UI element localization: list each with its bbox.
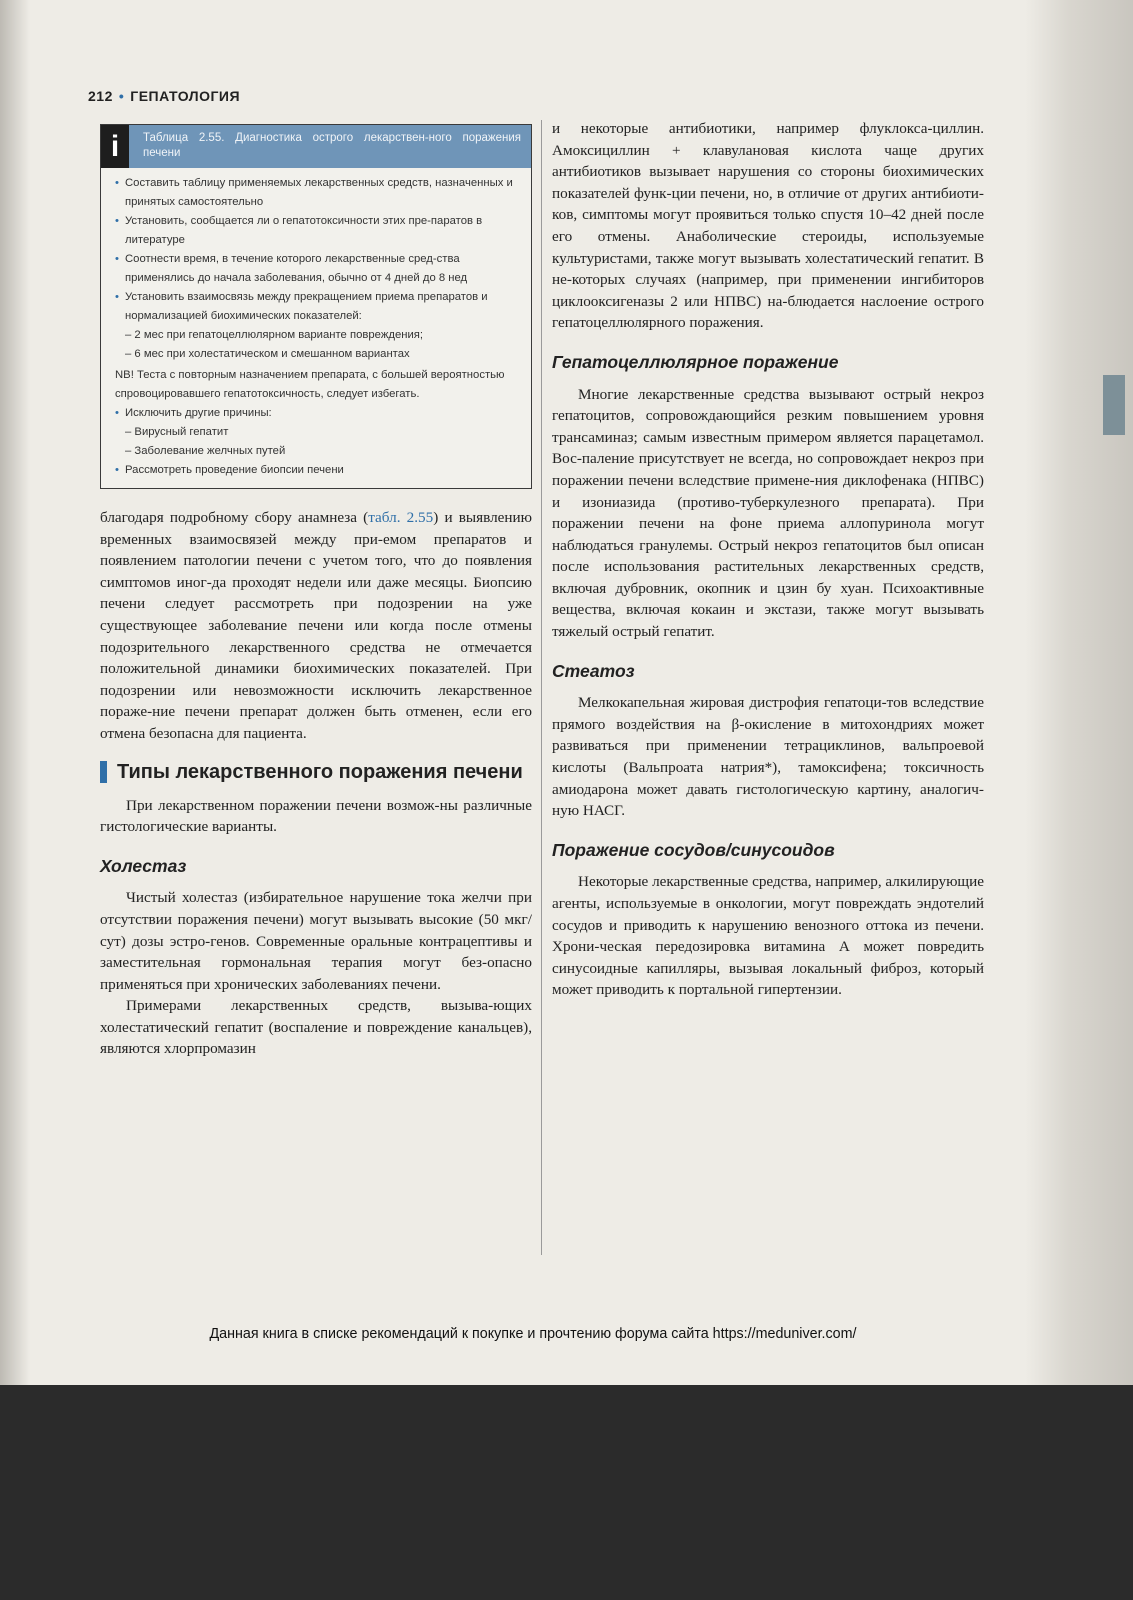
left-column bbox=[100, 124, 532, 1060]
table-item: • Установить взаимосвязь между прекращением приема препаратов и нормализацией биохимических показателей: bbox=[115, 288, 521, 326]
table-title: Таблица 2.55. Диагностика острого лекарствен-ного поражения печени bbox=[129, 125, 531, 168]
right-column bbox=[552, 118, 984, 1001]
subheading-vascular: Поражение сосудов/синусоидов bbox=[552, 839, 835, 860]
paragraph: Многие лекарственные средства вызывают острый некроз гепатоцитов, сопровождающийся резким повышением уровня трансаминаз; самым известным примером является парацетамол. Вос-паление присутствует не всегда, но сопровождает некроз при поражении печени вследствие примене-ния диклофенака (НПВС) и изониазида (противо-туберкулезного препарата). При поражении печени на фоне приема аллопуринола могут наблюдаться гранулемы. Острый некроз гепатоцитов был описан после использования растительных лекарственных средств, включая дубровник, окопник и цзин бу хуан. Психоактивные вещества, включая кокаин и экстази, также могут вызывать тяжелый острый гепатит. bbox=[552, 385, 984, 641]
info-table bbox=[100, 124, 532, 489]
paragraph: Примерами лекарственных средств, вызыва-ющих холестатический гепатит (воспаление и повреждение канальцев), являются хлорпромазин bbox=[100, 997, 532, 1058]
table-item: • Установить, сообщается ли о гепатотоксичности этих пре-паратов в литературе bbox=[115, 212, 521, 250]
table-subitem: – Заболевание желчных путей bbox=[125, 445, 286, 457]
next-page-edge bbox=[1025, 0, 1133, 1385]
table-reference-link[interactable]: табл. 2.55 bbox=[368, 509, 434, 526]
paragraph: Мелкокапельная жировая дистрофия гепатоци-тов вследствие прямого воздействия на β-окисление в митохондриях может развиваться при применении тетрациклинов, вальпроевой кислоты (Вальпроата натрия*), тамоксифена; токсичность амиодарона может давать гистологическую картину, аналогич-ную НАСГ. bbox=[552, 694, 984, 820]
table-item: • Соотнести время, в течение которого лекарственные сред-ства применялись до начала заболевания, обычно от 4 дней до 8 нед bbox=[115, 250, 521, 288]
subheading-cholestasis: Холестаз bbox=[100, 855, 187, 876]
heading-accent-bar bbox=[100, 761, 107, 783]
paragraph: Чистый холестаз (избирательное нарушение тока желчи при отсутствии поражения печени) могут вызывать высокие (50 мкг/сут) дозы эстро-генов. Современные оральные контрацептивы и заместительная гормональная терапия могут без-опасно применяться при хронических заболеваниях печени. bbox=[100, 889, 532, 993]
footer-note: Данная книга в списке рекомендаций к покупке и прочтению форума сайта https://meduniver.com/ bbox=[209, 1326, 857, 1342]
info-icon: i bbox=[101, 125, 129, 168]
table-header bbox=[101, 125, 531, 168]
table-body bbox=[101, 168, 531, 488]
subheading-hepatocellular: Гепатоцеллюлярное поражение bbox=[552, 351, 839, 372]
subheading-steatosis: Стеатоз bbox=[552, 660, 635, 681]
table-nb-note: NB! Теста с повторным назначением препарата, с большей вероятностью спровоцировавшего гепатотоксичность, следует избегать. bbox=[115, 369, 505, 400]
table-item: • Исключить другие причины: bbox=[115, 404, 521, 423]
page-number: 212 bbox=[88, 88, 113, 104]
table-subitem: – 6 мес при холестатическом и смешанном вариантах bbox=[125, 348, 410, 360]
table-item: • Рассмотреть проведение биопсии печени bbox=[115, 461, 521, 480]
running-head: 212 • ГЕПАТОЛОГИЯ bbox=[88, 88, 241, 104]
table-subitem: – 2 мес при гепатоцеллюлярном варианте повреждения; bbox=[125, 329, 424, 341]
page-tab-marker bbox=[1103, 375, 1125, 435]
paragraph: Некоторые лекарственные средства, например, алкилирующие агенты, используемые в онкологии, могут повреждать эндотелий сосудов и приводить к нарушению венозного оттока из печени. Хрони-ческая передозировка витамина А может повредить синусоидные капилляры, вызывая локальный фиброз, который может приводить к портальной гипертензии. bbox=[552, 873, 984, 999]
table-item: • Составить таблицу применяемых лекарственных средств, назначенных и принятых самостоятельно bbox=[115, 174, 521, 212]
table-subitem: – Вирусный гепатит bbox=[125, 426, 229, 438]
section-title: ГЕПАТОЛОГИЯ bbox=[130, 88, 241, 104]
paragraph: и некоторые антибиотики, например флуклокса-циллин. Амоксициллин + клавулановая кислота чаще других антибиотиков вызывает нарушения со стороны биохимических показателей функ-ции печени, но, в отличие от других антибиоти-ков, симптомы могут проявиться только спустя 10–42 дней после его отмены. Анаболические стероиды, используемые культуристами, также могут вызывать холестатический гепатит. В не-которых случаях (например, при применении ингибиторов циклооксигеназы 2 или НПВС) на-блюдается наслоение острого гепатоцеллюлярного поражения. bbox=[552, 120, 984, 332]
paragraph: благодаря подробному сбору анамнеза (табл. 2.55) и выявлению временных взаимосвязей между при-емом препаратов и появлением патологии печени с учетом того, что до появления симптомов иног-да проходят недели или даже месяцы. Биопсию печени следует рассмотреть при подозрении на уже существующее заболевание печени или когда после отмены подозрительного лекарственного средства не отмечается положительной динамики биохимических показателей. При подозрении или невозможности исключить лекарственное пораже-ние печени препарат должен быть отменен, если его отмена безопасна для пациента. bbox=[100, 509, 532, 742]
column-divider bbox=[541, 120, 542, 1255]
paragraph: При лекарственном поражении печени возмож-ны различные гистологические варианты. bbox=[100, 796, 532, 836]
section-heading: Типы лекарственного поражения печени bbox=[100, 761, 532, 783]
